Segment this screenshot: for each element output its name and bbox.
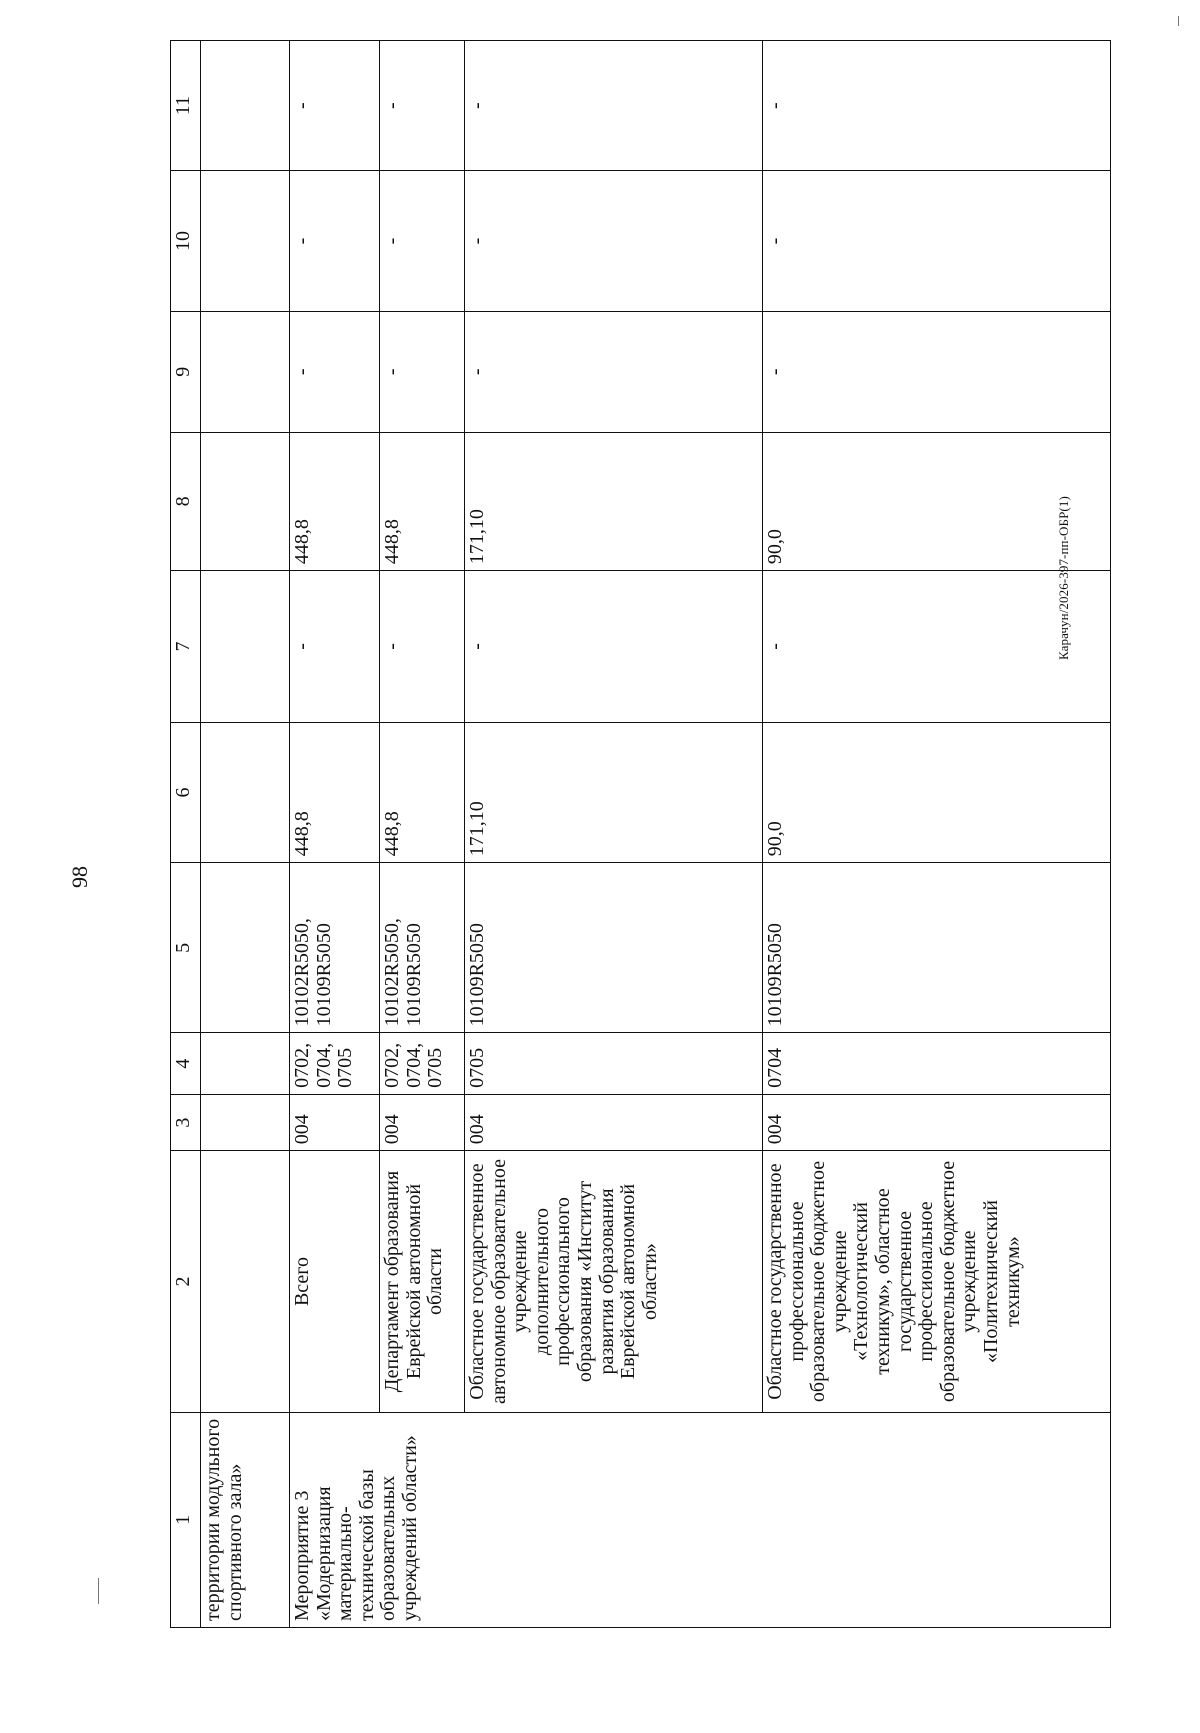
row-total-cell: 448,8 [380,722,465,862]
budget-table [170,40,1111,1628]
row-section-cell: 0702, 0704, 0705 [290,1033,380,1095]
row-executor-cell [201,1151,290,1412]
row-col7-cell: - [380,571,465,723]
row-total-cell: 448,8 [290,722,380,862]
page-number: 98 [67,866,92,888]
row-col9-cell: - [290,311,380,432]
row-executor-cell: Всего [290,1151,380,1412]
row-col9-cell: - [763,311,1111,432]
row-executor-cell: Областное государственное автономное образовательное учреждение дополнительного профессионального образования «Институт развития образования Еврейской автономной области» [465,1151,763,1412]
row-col11-cell: - [465,41,763,171]
row-code-cell: 004 [290,1094,380,1150]
column-header-3: 3 [171,1094,201,1150]
row-target-cell: 10109R5050 [465,863,763,1033]
row-col8-cell: 90,0 [763,432,1111,570]
row-col9-cell: - [380,311,465,432]
column-header-6: 6 [171,722,201,862]
row-col10-cell: - [763,171,1111,311]
column-header-10: 10 [171,171,201,311]
table-row [201,41,290,1628]
scan-mark [98,1578,99,1604]
row-activity-cell: Мероприятие 3 «Модернизация материально-технической базы образовательных учреждений области» [290,1412,1111,1627]
row-col10-cell [201,171,290,311]
header-row [171,41,201,1628]
row-target-cell: 10109R5050 [763,863,1111,1033]
row-col9-cell: - [465,311,763,432]
row-section-cell: 0702, 0704, 0705 [380,1033,465,1095]
row-col11-cell [201,41,290,171]
row-col7-cell: - [290,571,380,723]
row-col11-cell: - [380,41,465,171]
row-col11-cell: - [290,41,380,171]
row-target-cell: 10102R5050, 10109R5050 [380,863,465,1033]
column-header-4: 4 [171,1033,201,1095]
row-col8-cell: 448,8 [290,432,380,570]
row-col7-cell [201,571,290,723]
row-section-cell: 0704 [763,1033,1111,1095]
row-activity-cell: территории модульного спортивного зала» [201,1412,290,1627]
row-target-cell: 10102R5050, 10109R5050 [290,863,380,1033]
row-code-cell: 004 [763,1094,1111,1150]
column-header-5: 5 [171,863,201,1033]
document-code: Карачун/2026-397-пп-ОБР(1) [1056,496,1071,660]
row-total-cell [201,722,290,862]
row-code-cell: 004 [380,1094,465,1150]
row-col8-cell: 448,8 [380,432,465,570]
row-col10-cell: - [380,171,465,311]
column-header-7: 7 [171,571,201,723]
row-executor-cell: Департамент образования Еврейской автономной области [380,1151,465,1412]
table-row [380,41,465,1628]
row-col9-cell [201,311,290,432]
row-col8-cell [201,432,290,570]
scan-mark [1178,16,1179,26]
row-col10-cell: - [465,171,763,311]
row-col7-cell: - [763,571,1111,723]
row-total-cell: 171,10 [465,722,763,862]
row-col10-cell: - [290,171,380,311]
table-row [465,41,763,1628]
table-row [763,41,1111,1628]
row-code-cell: 004 [465,1094,763,1150]
row-section-cell: 0705 [465,1033,763,1095]
column-header-2: 2 [171,1151,201,1412]
row-col11-cell: - [763,41,1111,171]
row-section-cell [201,1033,290,1095]
column-header-1: 1 [171,1412,201,1627]
column-header-8: 8 [171,432,201,570]
row-target-cell [201,863,290,1033]
table-row [290,41,380,1628]
row-col7-cell: - [465,571,763,723]
column-header-9: 9 [171,311,201,432]
column-header-11: 11 [171,41,201,171]
row-code-cell [201,1094,290,1150]
row-executor-cell: Областное государственное профессиональное образовательное бюджетное учреждение «Технологический техникум», областное государственное профессиональное образовательное бюджетное учреждение «Политехнический техникум» [763,1151,1111,1412]
row-total-cell: 90,0 [763,722,1111,862]
row-col8-cell: 171,10 [465,432,763,570]
rotated-table-wrapper [170,40,1111,1628]
